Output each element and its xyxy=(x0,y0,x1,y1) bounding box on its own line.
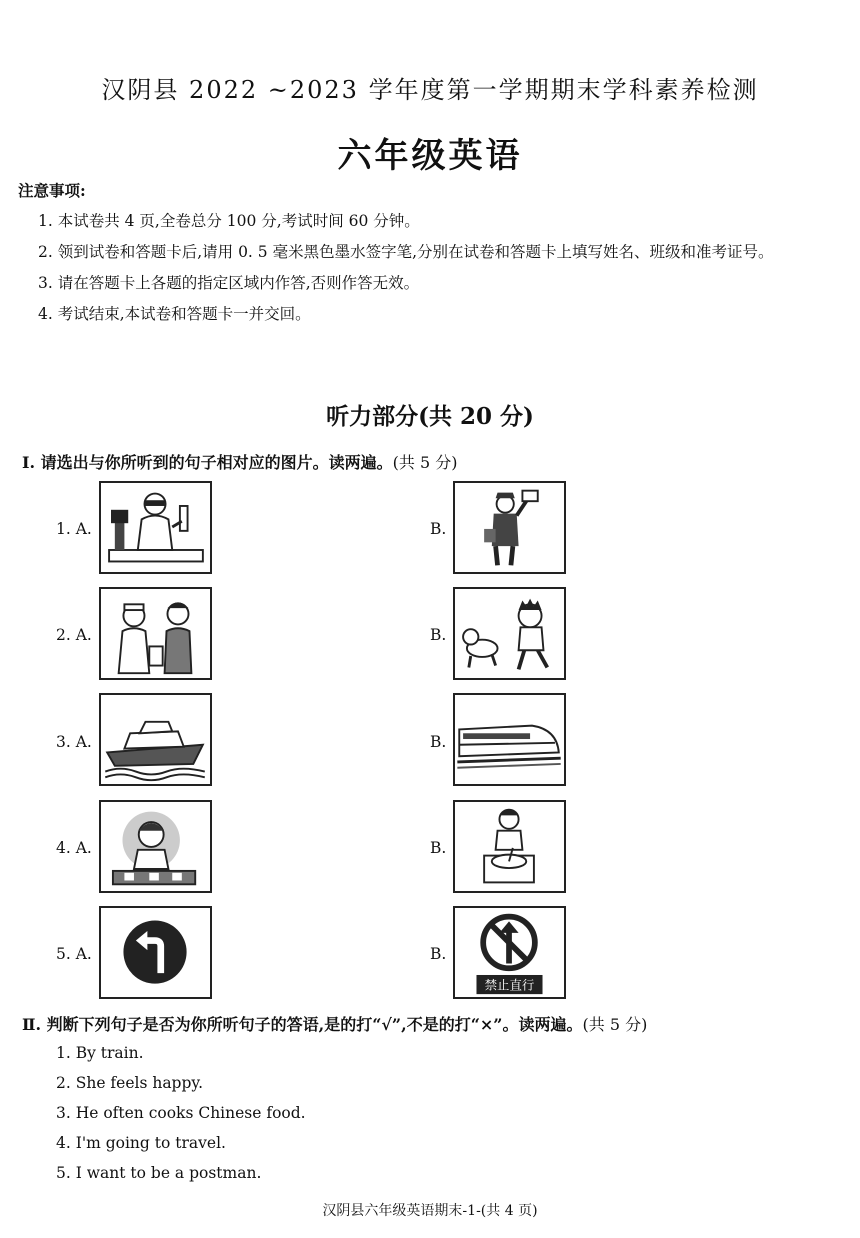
notice-heading: 注意事项: xyxy=(18,181,86,200)
question-5-b-label: B. xyxy=(430,945,447,963)
question-2-b-label: B. xyxy=(430,626,447,644)
section-2-title xyxy=(22,1012,647,1035)
boy-cooking-icon xyxy=(453,800,566,893)
list-item: 4. I'm going to travel. xyxy=(56,1134,226,1152)
notice-item: 3. 请在答题卡上各题的指定区域内作答,否则作答无效。 xyxy=(38,274,420,292)
question-4-a-label: 4. A. xyxy=(56,839,92,857)
notice-item: 4. 考试结束,本试卷和答题卡一并交回。 xyxy=(38,305,311,323)
page-title: 六年级英语 xyxy=(337,136,523,176)
section-2-points: (共 5 分) xyxy=(582,1015,648,1034)
list-item: 5. I want to be a postman. xyxy=(56,1164,262,1182)
no-straight-sign-icon xyxy=(453,906,566,999)
listening-heading: 听力部分(共 20 分) xyxy=(326,403,534,430)
list-item: 3. He often cooks Chinese food. xyxy=(56,1104,306,1122)
scientist-icon xyxy=(99,481,212,574)
exam-header: 汉阴县 2022 ~2023 学年度第一学期期末学科素养检测 xyxy=(101,76,759,104)
question-5-a-label: 5. A. xyxy=(56,945,92,963)
train-icon xyxy=(453,693,566,786)
list-item: 1. By train. xyxy=(56,1044,144,1062)
page-footer: 汉阴县六年级英语期末-1-(共 4 页) xyxy=(322,1203,538,1219)
postman-icon xyxy=(453,481,566,574)
question-2-a-label: 2. A. xyxy=(56,626,92,644)
boy-cards-icon xyxy=(99,800,212,893)
question-3-a-label: 3. A. xyxy=(56,733,92,751)
section-1-title xyxy=(22,450,457,473)
section-2-instruction: Ⅱ. 判断下列句子是否为你所听句子的答语,是的打“√”,不是的打“×”。读两遍。 xyxy=(22,1015,583,1034)
section-1-instruction: Ⅰ. 请选出与你所听到的句子相对应的图片。读两遍。 xyxy=(22,453,393,472)
turn-left-sign-icon xyxy=(99,906,212,999)
doctor-patient-icon xyxy=(99,587,212,680)
section-1-points: (共 5 分) xyxy=(392,453,458,472)
question-3-b-label: B. xyxy=(430,733,447,751)
sign-text: 禁止直行 xyxy=(484,977,535,993)
question-4-b-label: B. xyxy=(430,839,447,857)
question-1-b-label: B. xyxy=(430,520,447,538)
notice-item: 2. 领到试卷和答题卡后,请用 0. 5 毫米黑色墨水签字笔,分别在试卷和答题卡上填写姓名、班级和准考证号。 xyxy=(38,243,774,261)
notice-item: 1. 本试卷共 4 页,全卷总分 100 分,考试时间 60 分钟。 xyxy=(38,212,420,230)
question-1-a-label: 1. A. xyxy=(56,520,92,538)
notice-block xyxy=(18,175,848,330)
ship-icon xyxy=(99,693,212,786)
list-item: 2. She feels happy. xyxy=(56,1074,204,1092)
boy-scared-dog-icon xyxy=(453,587,566,680)
